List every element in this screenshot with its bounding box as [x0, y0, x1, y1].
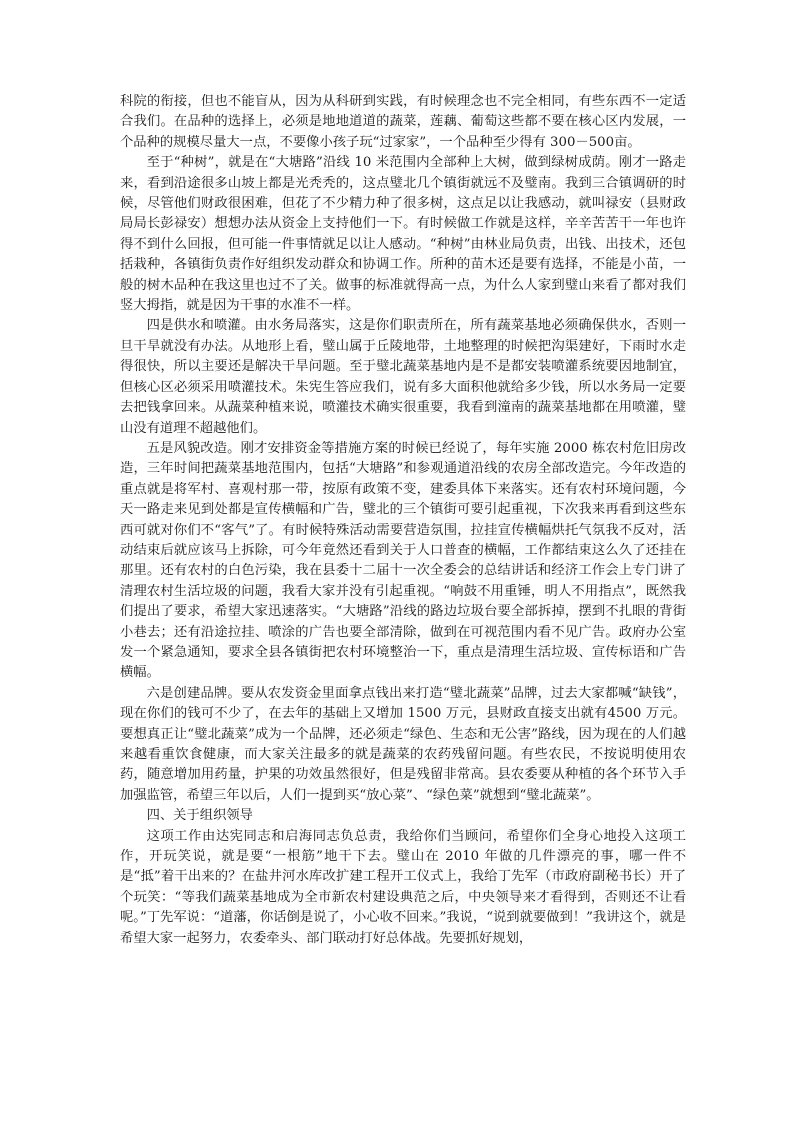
document-page — [120, 92, 686, 949]
paragraph-3: 四是供水和喷灌。由水务局落实，这是你们职责所在，所有蔬菜基地必须确保供水，否则一旦干旱就没有办法。从地形上看，璧山属于丘陵地带，土地整理的时候把沟渠建好，下雨时水走得很快，所以主要还是解决干旱问题。至于璧北蔬菜基地内是不是都安装喷灌系统要因地制宜，但核心区必须采用喷灌技术。朱宪生答应我们，说有多大面积他就给多少钱，所以水务局一定要去把钱拿回来。从蔬菜种植来说，喷灌技术确实很重要，我看到潼南的蔬菜基地都在用喷灌，璧山没有道理不超越他们。 — [120, 318, 686, 436]
section-heading: 四、关于组织领导 — [146, 808, 253, 824]
paragraph-1: 科院的衔接，但也不能盲从，因为从科研到实践，有时候理念也不完全相同，有些东西不一定适合我们。在品种的选择上，必须是地地道道的蔬菜，莲藕、葡萄这些都不要在核心区内发展，一个品种的规模尽量大一点，不要像小孩子玩“过家家”，一个品种至少得有 300－500亩。 — [120, 94, 686, 150]
paragraph-2: 至于“种树”，就是在“大塘路”沿线 10 米范围内全部种上大树，做到绿树成荫。刚才一路走来，看到沿途很多山坡上都是光秃秃的，这点璧北几个镇街就远不及璧南。我到三合镇调研的时候，尽管他们财政很困难，但花了不少精力种了很多树，这点足以让我感动，就叫禄安（县财政局局长彭禄安）想想办法从资金上支持他们一下。有时候做工作就是这样，辛辛苦苦干一年也许得不到什么回报，但可能一件事情就足以让人感动。“种树”由林业局负责，出钱、出技术，还包括栽种，各镇街负责作好组织发动群众和协调工作。所种的苗木还是要有选择，不能是小苗，一般的树木品种在我这里也过不了关。做事的标准就得高一点，为什么人家到璧山来看了都对我们竖大拇指，就是因为干事的水准不一样。 — [120, 155, 686, 314]
paragraph-4: 五是风貌改造。刚才安排资金等措施方案的时候已经说了，每年实施 2000 栋农村危旧房改造，三年时间把蔬菜基地范围内，包括“大塘路”和参观通道沿线的农房全部改造完。今年改造的重点就是将军村、喜观村那一带，按原有政策不变，建委具体下来落实。还有农村环境问题，今天一路走来见到处都是宣传横幅和广告，璧北的三个镇街可要引起重视，下次我来再看到这些东西可就对你们不“客气”了。有时候特殊活动需要营造氛围，拉挂宣传横幅烘托气氛我不反对，活动结束后就应该马上拆除，可今年竟然还看到关于人口普查的横幅，工作都结束这么久了还挂在那里。还有农村的白色污染，我在县委十二届十一次全委会的总结讲话和经济工作会上专门讲了清理农村生活垃圾的问题，我看大家并没有引起重视。“响鼓不用重锤，明人不用指点”，既然我们提出了要求，希望大家迅速落实。“大塘路”沿线的路边垃圾台要全部拆掉，摆到不扎眼的背街小巷去；还有沿途拉挂、喷涂的广告也要全部清除，做到在可视范围内看不见广告。政府办公室发一个紧急通知，要求全县各镇街把农村环境整治一下，重点是清理生活垃圾、宣传标语和广告横幅。 — [120, 440, 686, 681]
paragraph-6: 这项工作由达宪同志和启海同志负总责，我给你们当顾问，希望你们全身心地投入这项工作，开玩笑说，就是要“一根筋”地干下去。璧山在 2010 年做的几件漂亮的事，哪一件不是“抵”着干出来的？在盐井河水库改扩建工程开工仪式上，我给丁先军（市政府副秘书长）开了个玩笑：“等我们蔬菜基地成为全市新农村建设典范之后，中央领导来才看得到，否则还不让看呢。”丁先军说：“道藩，你话倒是说了，小心收不回来。”我说，“说到就要做到！”我讲这个，就是希望大家一起努力，农委牵头、部门联动打好总体战。先要抓好规划， — [120, 828, 686, 946]
paragraph-5: 六是创建品牌。要从农发资金里面拿点钱出来打造“璧北蔬菜”品牌，过去大家都喊“缺钱”，现在你们的钱可不少了，在去年的基础上又增加 1500 万元，县财政直接支出就有4500 万元。要想真正让“璧北蔬菜”成为一个品牌，还必须走“绿色、生态和无公害”路线，因为现在的人们越来越看重饮食健康，而大家关注最多的就是蔬菜的农药残留问题。有些农民，不按说明使用农药，随意增加用药量，护果的功效虽然很好，但是残留非常高。县农委要从种植的各个环节入手加强监管，希望三年以后，人们一提到买“放心菜”、“绿色菜”就想到“璧北蔬菜”。 — [120, 685, 686, 803]
